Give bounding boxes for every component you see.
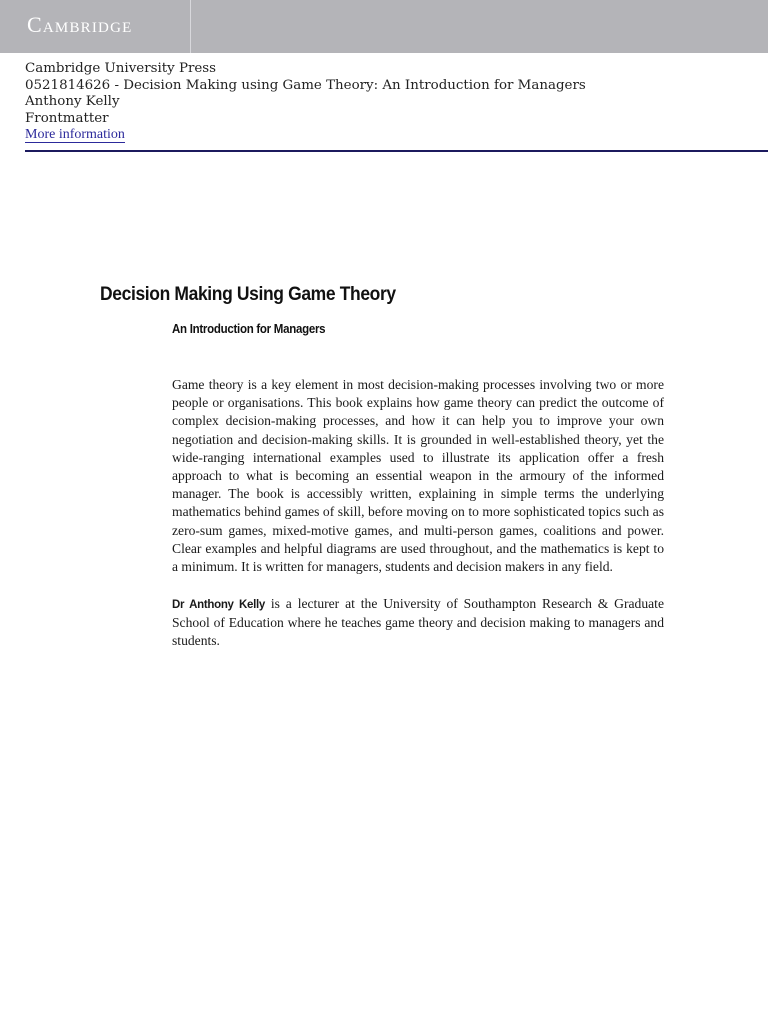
page-metadata: [25, 61, 586, 144]
book-description: Game theory is a key element in most decision-making processes involving two or more people or organisations. This book explains how game theory can predict the outcome of complex decision-making processes, and how it can help you to improve your own negotiation and decision-making skills. It is grounded in well-established theory, yet the wide-ranging international examples used to illustrate its application offer a fresh approach to what is becoming an essential weapon in the armoury of the informed manager. The book is accessibly written, explaining in simple terms the underlying mathematics behind games of skill, before moving on to more sophisticated topics such as zero-sum games, mixed-motive games, and multi-person games, coalitions and power. Clear examples and helpful diagrams are used throughout, and the mathematics is kept to a minimum. It is written for managers, students and decision makers in any field.: [172, 377, 664, 575]
book-title: Decision Making Using Game Theory: [100, 284, 396, 305]
more-information-link[interactable]: More information: [25, 127, 125, 142]
header-rule: [25, 150, 768, 152]
author-paragraph: [172, 595, 664, 651]
publisher-name: Cambridge University Press: [25, 61, 217, 76]
author-bio: is a lecturer at the University of Southampton Research & Graduate School of Education where he teaches game theory and decision making to managers and students.: [172, 596, 664, 649]
book-subtitle: An Introduction for Managers: [172, 322, 326, 336]
header-bar: [0, 0, 768, 53]
cambridge-logo: Cambridge: [27, 12, 133, 37]
author-name: Dr Anthony Kelly: [172, 599, 265, 611]
isbn-title: 0521814626 - Decision Making using Game Theory: An Introduction for Managers: [25, 77, 586, 93]
section-name: Frontmatter: [25, 110, 109, 126]
header-divider: [190, 0, 191, 53]
author-name-meta: Anthony Kelly: [25, 94, 120, 109]
